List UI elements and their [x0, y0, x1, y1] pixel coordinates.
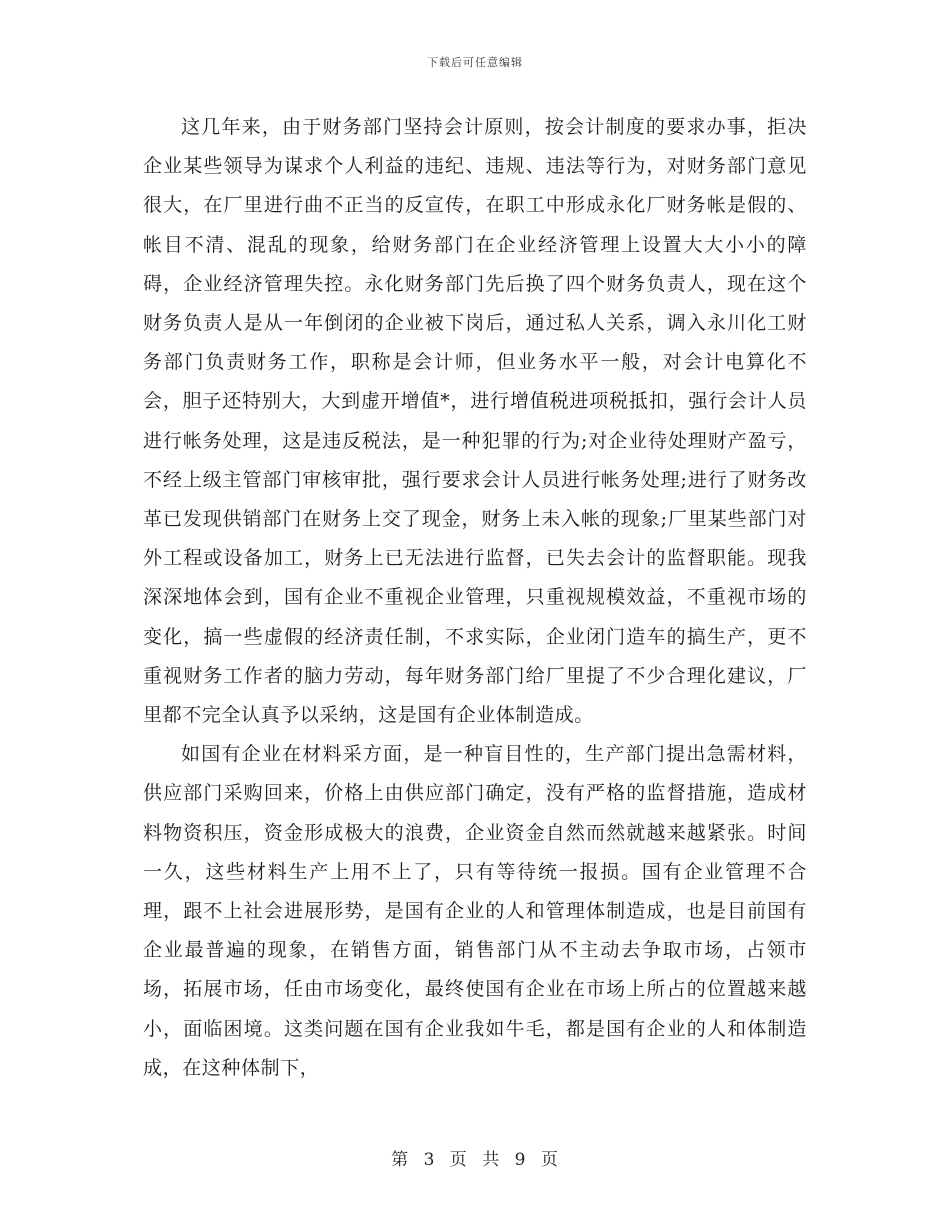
page-footer — [0, 1145, 950, 1170]
paragraph-1: 这几年来，由于财务部门坚持会计原则，按会计制度的要求办事，拒决企业某些领导为谋求个人利益的违纪、违规、违法等行为，对财务部门意见很大，在厂里进行曲不正当的反宣传，在职工中形成永化厂财务帐是假的、帐目不清、混乱的现象，给财务部门在企业经济管理上设置大大小小的障碍，企业经济管理失控。永化财务部门先后换了四个财务负责人，现在这个财务负责人是从一年倒闭的企业被下岗后，通过私人关系，调入永川化工财务部门负责财务工作，职称是会计师，但业务水平一般，对会计电算化不会，胆子还特别大，大到虚开增值*，进行增值税进项税抵扣，强行会计人员进行帐务处理，这是违反税法，是一种犯罪的行为;对企业待处理财产盈亏，不经上级主管部门审核审批，强行要求会计人员进行帐务处理;进行了财务改革已发现供销部门在财务上交了现金，财务上未入帐的现象;厂里某些部门对外工程或设备加工，财务上已无法进行监督，已失去会计的监督职能。现我深深地体会到，国有企业不重视企业管理，只重视规模效益，不重视市场的变化，搞一些虚假的经济责任制，不求实际，企业闭门造车的搞生产，更不重视财务工作者的脑力劳动，每年财务部门给厂里提了不少合理化建议，厂里都不完全认真予以采纳，这是国有企业体制造成。 — [143, 116, 807, 727]
total-page-count: 9 — [514, 1150, 527, 1170]
page-header: 下载后可任意编辑 — [427, 56, 523, 69]
document-body — [143, 108, 807, 1088]
paragraph-2: 如国有企业在材料采方面，是一种盲目性的，生产部门提出急需材料，供应部门采购回来，价格上由供应部门确定，没有严格的监督措施，造成材料物资积压，资金形成极大的浪费，企业资金自然而然就越来越紧张。时间一久，这些材料生产上用不上了，只有等待统一报损。国有企业管理不合理，跟不上社会进展形势，是国有企业的人和管理体制造成，也是目前国有企业最普遍的现象，在销售方面，销售部门从不主动去争取市场，占领市场，拓展市场，任由市场变化，最终使国有企业在市场上所占的位置越来越小，面临困境。这类问题在国有企业我如牛毛，都是国有企业的人和体制造成，在这种体制下， — [143, 743, 807, 1079]
footer-total-prefix: 共 — [482, 1150, 501, 1170]
footer-prefix: 第 — [391, 1150, 410, 1170]
footer-page-word: 页 — [449, 1150, 468, 1170]
current-page-number: 3 — [423, 1150, 436, 1170]
footer-suffix: 页 — [540, 1150, 559, 1170]
